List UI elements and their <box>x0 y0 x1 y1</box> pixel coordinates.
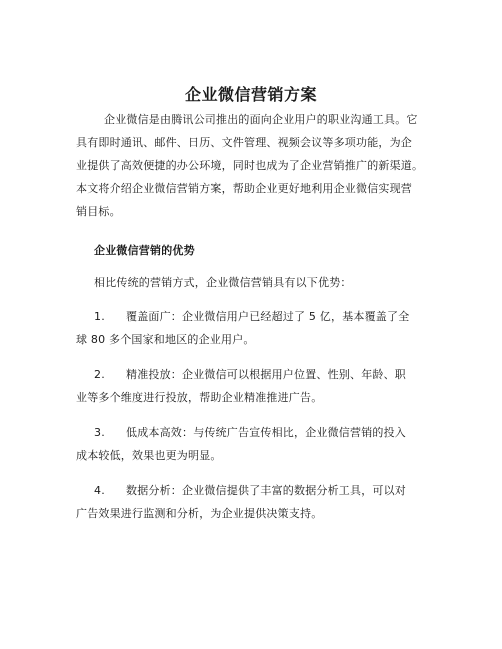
intro-line-5: 销目标。 <box>76 205 121 218</box>
list-item-continuation: 业等多个维度进行投放，帮助企业精准推进广告。 <box>76 391 323 404</box>
list-item-text: 覆盖面广：企业微信用户已经超过了 5 亿，基本覆盖了全 <box>126 310 410 323</box>
section-heading: 企业微信营销的优势 <box>94 244 195 257</box>
intro-line-4: 本文将介绍企业微信营销方案，帮助企业更好地利用企业微信实现营 <box>76 182 412 195</box>
list-item-number: 4. <box>94 484 105 497</box>
list-item-continuation: 广告效果进行监测和分析，为企业提供决策支持。 <box>76 507 323 520</box>
list-item <box>94 368 406 382</box>
list-item <box>94 426 406 440</box>
intro-line-3: 业提供了高效便捷的办公环境，同时也成为了企业营销推广的新渠道。 <box>76 159 424 172</box>
page-title: 企业微信营销方案 <box>184 85 317 104</box>
list-item-continuation: 成本较低，效果也更为明显。 <box>76 449 222 462</box>
list-item-text: 数据分析：企业微信提供了丰富的数据分析工具，可以对 <box>126 484 406 497</box>
list-item-number: 3. <box>94 426 105 439</box>
list-item-continuation: 球 80 多个国家和地区的企业用户。 <box>76 333 255 346</box>
list-item-text: 精准投放：企业微信可以根据用户位置、性别、年龄、职 <box>126 368 406 381</box>
list-item-text: 低成本高效：与传统广告宣传相比，企业微信营销的投入 <box>126 426 406 439</box>
list-item-number: 2. <box>94 368 105 381</box>
intro-line-1: 企业微信是由腾讯公司推出的面向企业用户的职业沟通工具。它 <box>104 113 418 126</box>
intro-line-2: 具有即时通讯、邮件、日历、文件管理、视频会议等多项功能，为企 <box>76 136 412 149</box>
list-item-number: 1. <box>94 310 105 323</box>
list-item <box>94 310 409 324</box>
section-lead: 相比传统的营销方式，企业微信营销具有以下优势： <box>94 276 352 289</box>
list-item <box>94 484 406 498</box>
